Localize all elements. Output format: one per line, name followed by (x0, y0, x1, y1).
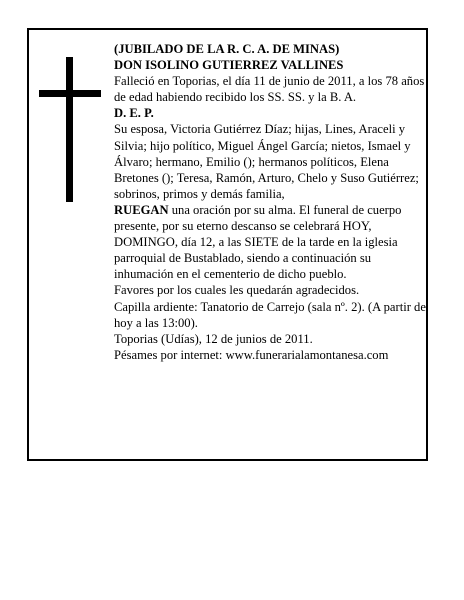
chapel-info: Capilla ardiente: Tanatorio de Carrejo (sala nº. 2). (A partir de hoy a las 13:00). (114, 299, 426, 330)
title-line: (JUBILADO DE LA R. C. A. DE MINAS) (114, 42, 340, 56)
deceased-name: DON ISOLINO GUTIERREZ VALLINES (114, 58, 344, 73)
ruegan-paragraph (114, 202, 427, 282)
death-info: Falleció en Toporias, el día 11 de junio de 2011, a los 78 años de edad habiendo recibido los SS. SS. y la B. A. (114, 74, 425, 105)
dep-line: D. E. P. (114, 106, 154, 121)
condolences-line: Pésames por internet: www.funerarialamontanesa.com (114, 347, 389, 362)
obituary-text (114, 41, 427, 363)
family-list: Su esposa, Victoria Gutiérrez Díaz; hijas, Lines, Araceli y Silvia; hijo político, Miguel Ángel García; nietos, Ismael y Álvaro; hermano, Emilio (); hermanos políticos, Elena Bretones (); Teresa, Ramón, Arturo, Chelo y Suso Gutiérrez; sobrinos, primos y demás familia, (114, 122, 419, 201)
thanks-line: Favores por los cuales les quedarán agradecidos. (114, 283, 360, 298)
ruegan-text: una oración por su alma. El funeral de cuerpo presente, por su eterno descanso se celebrará HOY, DOMINGO, día 12, a las SIETE de la tarde en la iglesia parroquial de Bustablado, siendo a continuación su inhumación en el cementerio de dicho pueblo. (114, 202, 402, 282)
cross-icon (39, 57, 101, 202)
obituary-card (27, 28, 428, 461)
place-date: Toporias (Udías), 12 de junios de 2011. (114, 331, 313, 346)
ruegan-label: RUEGAN (114, 202, 169, 217)
